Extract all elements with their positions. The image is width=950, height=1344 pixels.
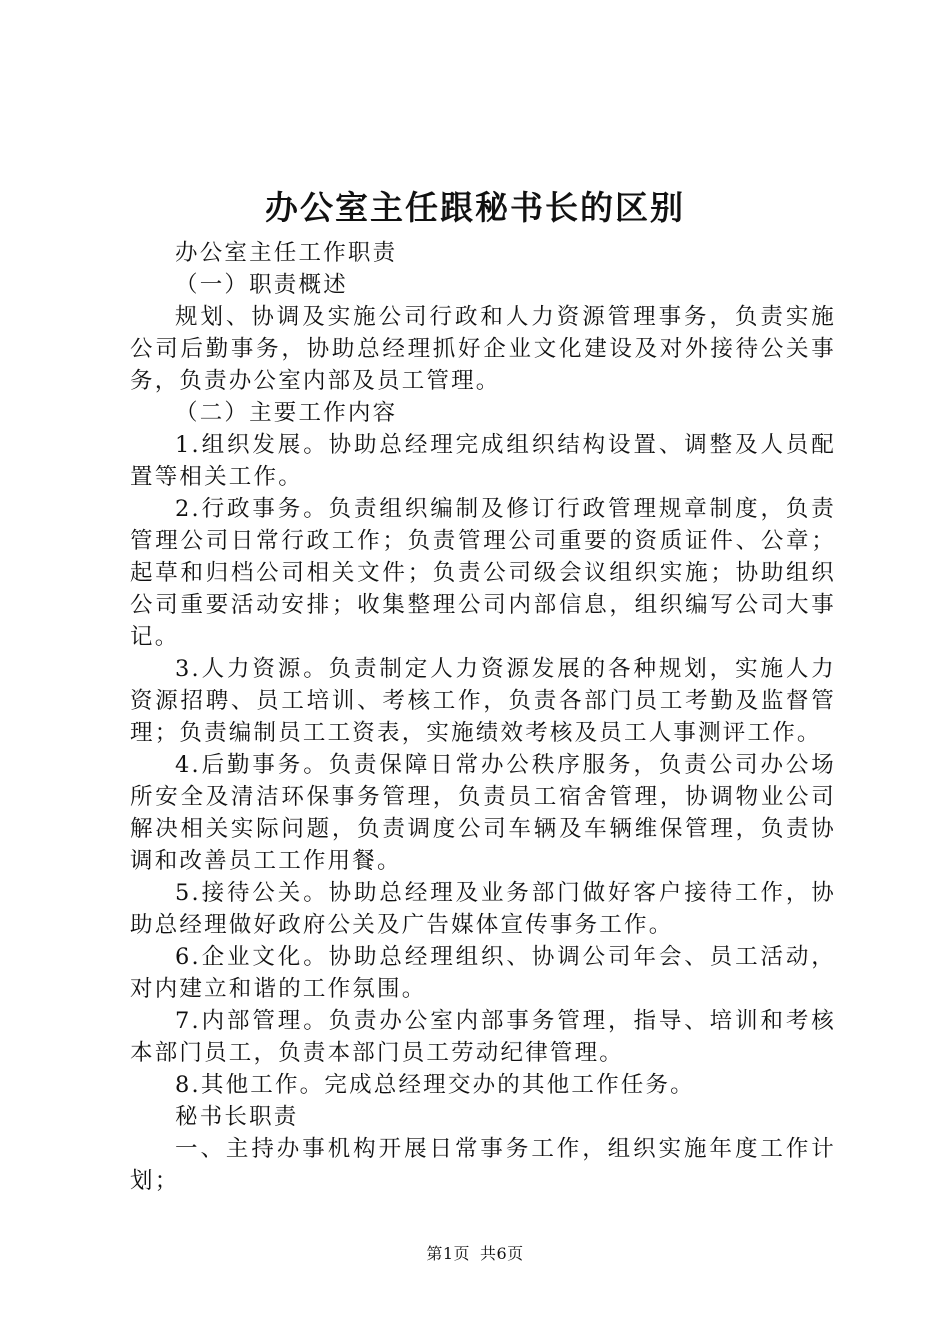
paragraph-item-5: 5.接待公关。协助总经理及业务部门做好客户接待工作，协助总经理做好政府公关及广告媒体宣传事务工作。 xyxy=(130,880,836,938)
paragraph-item-8: 8.其他工作。完成总经理交办的其他工作任务。 xyxy=(175,1072,695,1098)
paragraph-item-3: 3.人力资源。负责制定人力资源发展的各种规划，实施人力资源招聘、员工培训、考核工作，负责各部门员工考勤及监督管理；负责编制员工工资表，实施绩效考核及员工人事测评工作。 xyxy=(130,656,836,746)
paragraph-item-4: 4.后勤事务。负责保障日常办公秩序服务，负责公司办公场所安全及清洁环保事务管理，负责员工宿舍管理，协调物业公司解决相关实际问题，负责调度公司车辆及车辆维保管理，负责协调和改善员工工作用餐。 xyxy=(130,752,836,874)
page-number: 第1页 xyxy=(426,1244,470,1263)
page-footer xyxy=(0,1243,950,1265)
paragraph-item-2: 2.行政事务。负责组织编制及修订行政管理规章制度，负责管理公司日常行政工作；负责管理公司重要的资质证件、公章；起草和归档公司相关文件；负责公司级会议组织实施；协助组织公司重要活动安排；收集整理公司内部信息，组织编写公司大事记。 xyxy=(130,496,836,650)
document-title: 办公室主任跟秘书长的区别 xyxy=(265,188,685,227)
page-total: 共6页 xyxy=(480,1244,524,1263)
paragraph-item-1: 1.组织发展。协助总经理完成组织结构设置、调整及人员配置等相关工作。 xyxy=(130,432,836,490)
paragraph-secretary-item-1: 一、主持办事机构开展日常事务工作，组织实施年度工作计划； xyxy=(130,1136,836,1194)
paragraph-section-overview: （一）职责概述 xyxy=(175,272,348,298)
document-body xyxy=(130,237,836,1197)
paragraph-overview-text: 规划、协调及实施公司行政和人力资源管理事务，负责实施公司后勤事务，协助总经理抓好企业文化建设及对外接待公关事务，负责办公室内部及员工管理。 xyxy=(130,304,836,394)
paragraph-heading-secretary-general: 秘书长职责 xyxy=(175,1104,299,1130)
paragraph-section-main-work: （二）主要工作内容 xyxy=(175,400,398,426)
paragraph-item-6: 6.企业文化。协助总经理组织、协调公司年会、员工活动，对内建立和谐的工作氛围。 xyxy=(130,944,836,1002)
paragraph-item-7: 7.内部管理。负责办公室内部事务管理，指导、培训和考核本部门员工，负责本部门员工劳动纪律管理。 xyxy=(130,1008,836,1066)
paragraph-heading-office-director: 办公室主任工作职责 xyxy=(175,240,398,266)
